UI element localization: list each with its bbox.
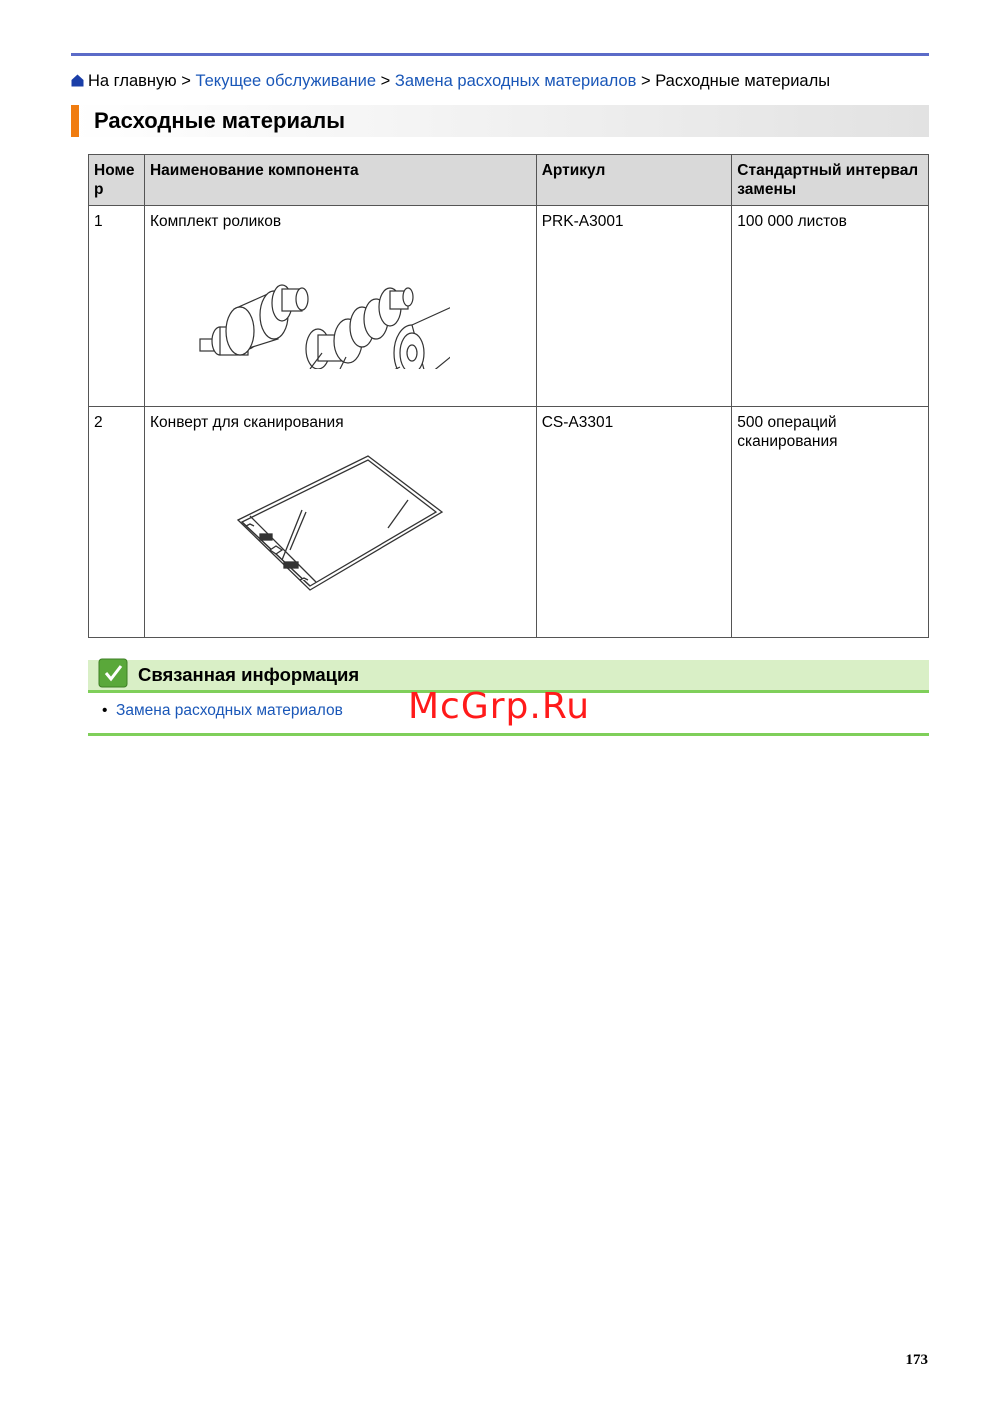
- header-number: Номе р: [89, 155, 145, 206]
- carrier-sheet-illustration: [150, 450, 450, 600]
- title-accent: [71, 105, 79, 137]
- row-number: 1: [89, 206, 145, 407]
- related-link-replace-consumables[interactable]: Замена расходных материалов: [116, 702, 343, 719]
- breadcrumb-separator: >: [640, 72, 651, 90]
- header-article: Артикул: [536, 155, 732, 206]
- row-component-name: Конверт для сканирования: [149, 414, 344, 431]
- breadcrumb-current: Расходные материалы: [655, 72, 831, 90]
- row-interval: 100 000 листов: [732, 206, 929, 407]
- header-replacement-interval: Стандартный интервал замены: [732, 155, 929, 206]
- row-interval: 500 операций сканирования: [732, 407, 929, 638]
- related-info-bottom-rule: [88, 733, 929, 736]
- home-icon[interactable]: [71, 72, 84, 92]
- row-article: CS-A3301: [536, 407, 732, 638]
- page-title: Расходные материалы: [94, 108, 345, 133]
- watermark: McGrp.Ru: [408, 686, 591, 727]
- row-component-name: Комплект роликов: [149, 213, 282, 230]
- table-row: [89, 206, 929, 407]
- header-component-name: Наименование компонента: [144, 155, 536, 206]
- consumables-table: [88, 154, 929, 638]
- row-component-cell: [144, 407, 536, 638]
- roller-kit-illustration: [150, 249, 450, 369]
- page-title-bar: [71, 105, 929, 137]
- breadcrumb-home[interactable]: На главную: [88, 72, 177, 90]
- breadcrumb: [71, 71, 830, 92]
- breadcrumb-link-maintenance[interactable]: Текущее обслуживание: [195, 72, 377, 90]
- breadcrumb-link-replace-consumables[interactable]: Замена расходных материалов: [394, 72, 637, 90]
- top-rule: [71, 53, 929, 56]
- table-header-row: [89, 155, 929, 206]
- checkmark-icon: [98, 658, 128, 693]
- breadcrumb-separator: >: [380, 72, 391, 90]
- related-info-title: Связанная информация: [138, 664, 360, 685]
- page-number: 173: [905, 1352, 928, 1368]
- breadcrumb-separator: >: [181, 72, 191, 90]
- row-component-cell: [144, 206, 536, 407]
- row-number: 2: [89, 407, 145, 638]
- table-row: [89, 407, 929, 638]
- row-article: PRK-A3001: [536, 206, 732, 407]
